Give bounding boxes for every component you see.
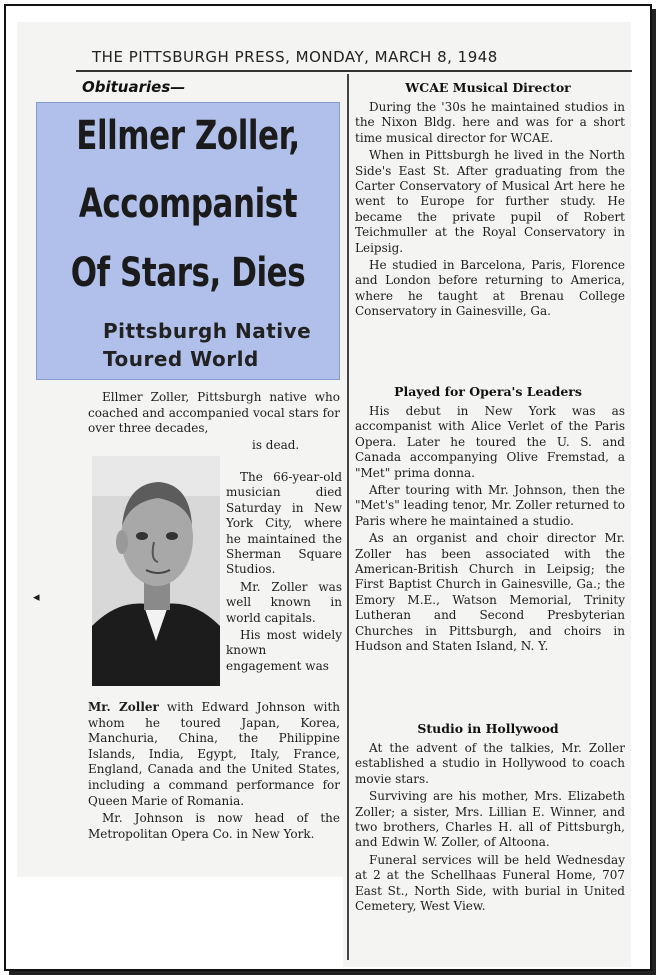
paragraph: with Edward Johnson with whom he toured Japan, Korea, Manchuria, China, the Philippine Islands, India, Egypt, Italy, France, England, Canada and the United States, including a command performance for Queen Marie of Romania. (88, 700, 340, 808)
paragraph: Ellmer Zoller, Pittsburgh native who coached and accompanied vocal stars for over three decades, (88, 390, 340, 436)
right-block-2 (355, 404, 625, 657)
paragraph: Funeral services will be held Wednesday at 2 at the Schellhaas Funeral Home, 707 East St., North Side, with burial in United Cemetery, West View. (355, 852, 625, 914)
paragraph: At the advent of the talkies, Mr. Zoller established a studio in Hollywood to coach movie stars. (355, 741, 625, 786)
paragraph: As an organist and choir director Mr. Zoller has been associated with the American-British Church in Leipsig; the First Baptist Church in Gainesville, Ga.; the Emory M.E., Watson Memorial, Trinity Lutheran and Second Presbyterian Churches in Pittsburgh, and choirs in Hudson and Staten Island, N. Y. (355, 531, 625, 654)
portrait-image (92, 456, 220, 686)
header-rule (76, 70, 632, 72)
paragraph: is dead. (252, 438, 300, 452)
headline-highlight (36, 102, 340, 380)
section-label: Obituaries— (82, 78, 186, 96)
paragraph: After touring with Mr. Johnson, then the "Met's" leading tenor, Mr. Zoller returned to Paris where he maintained a studio. (355, 483, 626, 528)
paragraph: Mr. Johnson is now head of the Metropolitan Opera Co. in New York. (88, 811, 340, 841)
left-para-1 (88, 390, 340, 439)
paragraph: When in Pittsburgh he lived in the North Side's East St. After graduating from the Carter Conservatory of Musical Art here he went to Europe for further study. He became the private pupil of Robert Teichmuller at the Royal Conservatory in Leipsig. (355, 148, 625, 255)
margin-mark: ◂ (33, 590, 40, 605)
paragraph: His debut in New York was as accompanist with Alice Verlet of the Paris Opera. Later he toured the U. S. and Canada accompanying Olive Fremstad, a "Met" prima donna. (355, 404, 625, 480)
paragraph: He studied in Barcelona, Paris, Florence and London before returning to America, where he taught at Brenau College Conservatory in Gainesville, Ga. (355, 258, 625, 319)
paragraph: Surviving are his mother, Mrs. Elizabeth Zoller; a sister, Mrs. Lillian E. Winner, and two brothers, Charles H. all of Pittsburgh, and Edwin W. Zoller, of Altoona. (355, 789, 625, 850)
paragraph: During the '30s he maintained studios in the Nixon Bldg. here and was for a short time musical director for WCAE. (355, 100, 625, 145)
deck-line-2: Toured World (103, 347, 259, 371)
left-narrow-column (226, 470, 342, 676)
right-block-3 (355, 741, 625, 916)
paragraph: Mr. Zoller was well known in world capitals. (226, 579, 342, 625)
subhead-wcae: WCAE Musical Director (405, 80, 571, 95)
headline-line-1: Ellmer Zoller, (76, 113, 300, 159)
deck-line-1: Pittsburgh Native (103, 319, 312, 343)
photo-caption: Mr. Zoller (88, 700, 159, 714)
masthead: THE PITTSBURGH PRESS, MONDAY, MARCH 8, 1948 (92, 48, 498, 66)
left-para-1-tail (244, 438, 340, 456)
right-block-1 (355, 100, 625, 322)
left-lower-text (88, 700, 340, 844)
subhead-hollywood: Studio in Hollywood (417, 721, 559, 736)
headline-line-3: Of Stars, Dies (70, 250, 306, 296)
paragraph: The 66-year-old musician died Saturday in New York City, where he maintained the Sherman Square Studios. (226, 470, 342, 577)
headline-line-2: Accompanist (78, 181, 298, 227)
paragraph: His most widely known engagement was (226, 628, 342, 673)
subhead-opera: Played for Opera's Leaders (394, 384, 582, 399)
portrait-photo (92, 456, 220, 686)
column-rule (347, 74, 349, 960)
